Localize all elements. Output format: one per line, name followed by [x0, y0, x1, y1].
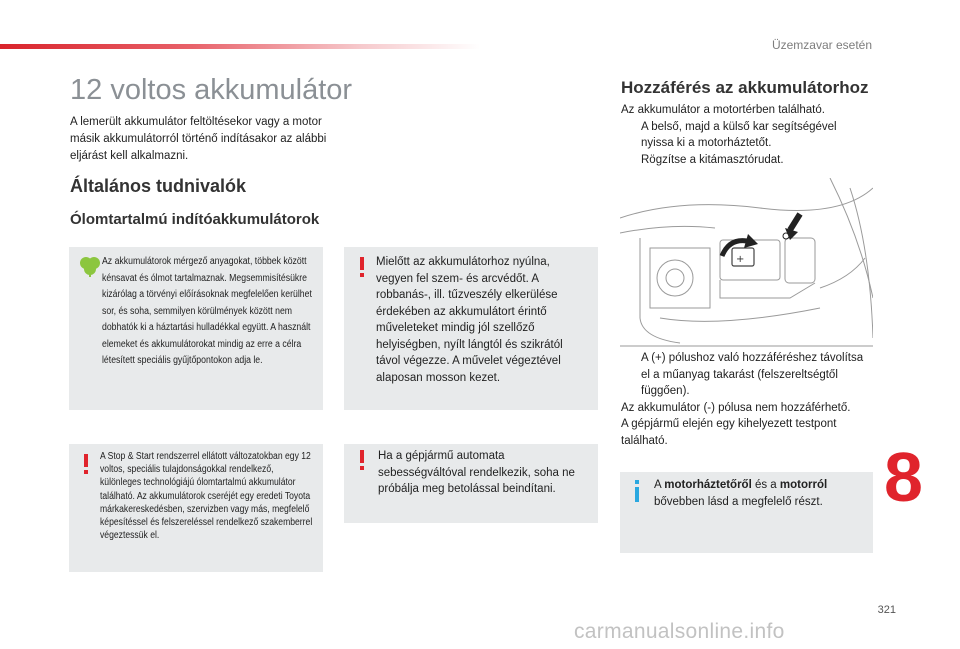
page-title: 12 voltos akkumulátor [70, 74, 353, 106]
info-box [620, 472, 873, 553]
automatic-transmission-warning-box [344, 444, 598, 523]
engine-bay-illustration [620, 178, 873, 348]
access-intro [621, 102, 871, 168]
info-icon [633, 480, 641, 502]
stop-start-text: A Stop & Start rendszerrel ellátott változatokban egy 12 voltos, speciális tulajdonságokkal rendelkező, különleges technológiájú ólomtartalmú akkumulátor található. Az akkumulátorok cseréjét egy eredeti Toyota márkakereskedésben, szervizben vagy más, megfelelő képesítéssel és felszereléssel rendelkező szakemberrel végeztessük el. [100, 451, 313, 542]
access-details [621, 350, 873, 449]
page-number: 321 [877, 604, 896, 616]
stop-start-warning-box [69, 444, 323, 572]
access-line-1: Az akkumulátor a motortérben található. [621, 104, 825, 116]
list-item: A belső, majd a külső kar segítségével nyissa ki a motorháztetőt. [621, 119, 871, 152]
chapter-number: 8 [884, 438, 923, 516]
safety-warning-box [344, 247, 598, 410]
general-heading: Általános tudnivalók [70, 176, 247, 196]
section-title: Üzemzavar esetén [771, 38, 872, 52]
intro-text: A lemerült akkumulátor feltöltésekor vagy a motor másik akkumulátorról történő indításakor az alábbi eljárást kell alkalmazni. [70, 116, 327, 162]
bullet-icon [621, 152, 641, 169]
header-accent-bar [0, 44, 480, 49]
ground-point-note: A gépjármű elején egy kihelyezett testpont található. [621, 418, 837, 447]
bullet-icon [621, 119, 641, 152]
info-text: A motorháztetőről és a motorról bővebben lásd a megfelelő részt. [654, 479, 828, 508]
exclamation-icon [82, 454, 90, 474]
eco-info-box [69, 247, 323, 410]
safety-warning-text: Mielőtt az akkumulátorhoz nyúlna, vegyen fel szem- és arcvédőt. A robbanás-, ill. tűzveszély elkerülése érdekében az akkumulátort érintő műveleteket mindig jól szellőző helyiségben, nyílt lángtól és szikrától távol végezze. A művelet végeztével alaposan mosson kezet. [376, 256, 563, 384]
list-item: A (+) pólushoz való hozzáféréshez távolítsa el a műanyag takarást (felszereltségtől függően). [621, 350, 873, 400]
bullet-icon [621, 350, 641, 400]
list-item: Rögzítse a kitámasztórudat. [621, 152, 871, 169]
exclamation-icon [358, 450, 366, 470]
svg-text:+: + [736, 254, 745, 265]
leaf-icon [79, 255, 101, 277]
eco-box-text: Az akkumulátorok mérgező anyagokat, többek között kénsavat és ólmot tartalmaznak. Megsemmisítésükre kizárólag a törvényi előírásoknak megfelelően kerülhet sor, és soha, semmilyen körülmények között nem dobhatók ki a háztartási hulladékkal együtt. A használt elemeket és akkumulátorokat mindig az erre a célra létesített speciális gyűjtőpontokon adja le. [102, 256, 312, 366]
exclamation-icon [358, 257, 366, 277]
automatic-transmission-text: Ha a gépjármű automata sebességváltóval rendelkezik, soha ne próbálja meg betolással beindítani. [378, 450, 575, 495]
lead-acid-heading: Ólomtartalmú indítóakkumulátorok [70, 211, 320, 228]
access-heading: Hozzáférés az akkumulátorhoz [621, 78, 869, 97]
watermark: carmanualsonline.info [574, 620, 785, 643]
negative-terminal-note: Az akkumulátor (-) pólusa nem hozzáférhető. [621, 401, 851, 414]
